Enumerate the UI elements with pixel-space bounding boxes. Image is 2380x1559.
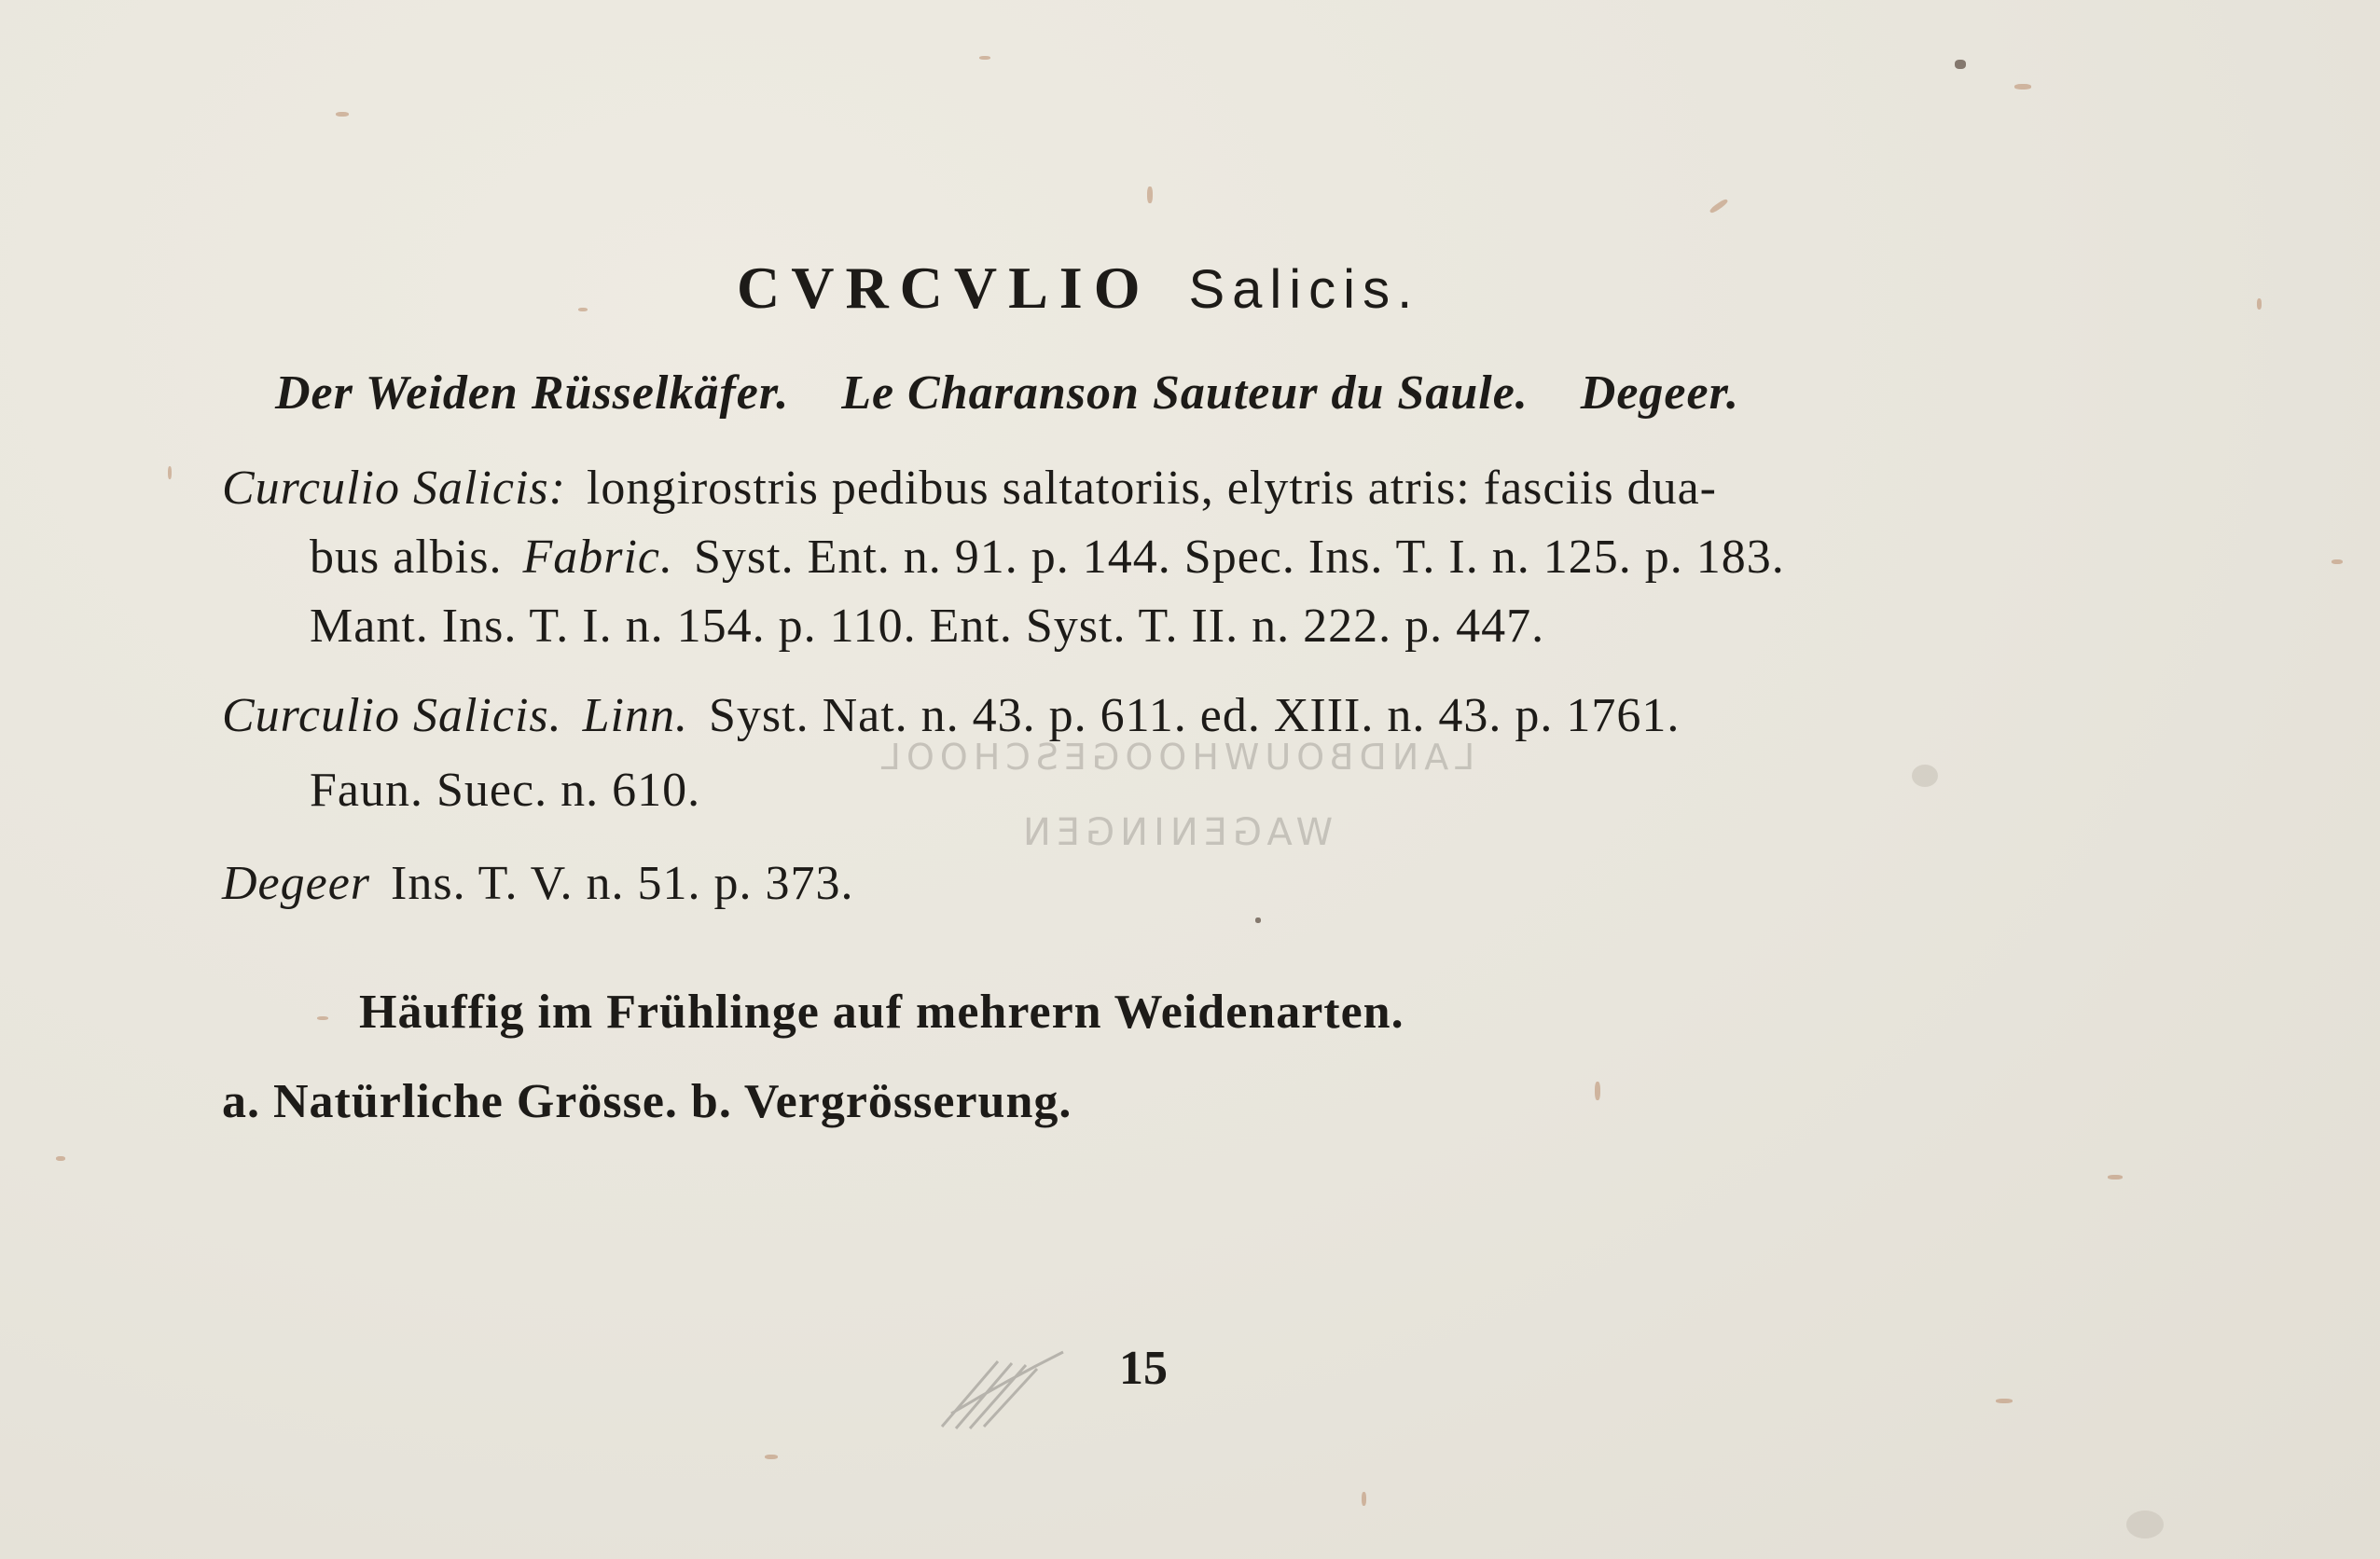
title-species: Salicis. — [1188, 259, 1420, 320]
common-name-author: Degeer. — [1580, 366, 1739, 420]
page-title — [737, 254, 1419, 323]
title-genus: CVRCVLIO — [737, 255, 1152, 321]
citation-text: Mant. Ins. T. I. n. 154. p. 110. Ent. Syst. T. II. n. 222. p. 447. — [310, 600, 1545, 653]
entry-1-line-2 — [310, 530, 1785, 585]
common-name-french: Le Charanson Sauteur du Saule. — [841, 366, 1529, 420]
citation-name: Curculio Salicis. — [222, 689, 562, 742]
citation-author: Linn. — [582, 689, 688, 742]
stamp-line-1: LANDBOUWHOOGESCHOOL — [875, 737, 1475, 778]
citation-text: longirostris pedibus saltatoriis, elytris atris: fasciis dua- — [586, 462, 1717, 515]
common-names — [275, 366, 1739, 421]
common-name-german: Der Weiden Rüsselkäfer. — [275, 366, 790, 420]
entry-3-line-1 — [222, 856, 853, 911]
entry-1-line-3 — [310, 599, 1544, 654]
stamp-line-2: WAGENINGEN — [1017, 811, 1334, 854]
pencil-mark — [933, 1324, 1072, 1436]
citation-text: Syst. Nat. n. 43. p. 611. ed. XIII. n. 43. p. 1761. — [709, 689, 1681, 742]
entry-2-line-1 — [222, 688, 1680, 743]
entry-2-line-2 — [310, 763, 700, 818]
citation-author: Fabric. — [522, 531, 673, 584]
habitat-text: Häuffig im Frühlinge auf mehrern Weidenarten. — [359, 986, 1404, 1039]
citation-text: Syst. Ent. n. 91. p. 144. Spec. Ins. T. I. n. 125. p. 183. — [693, 531, 1785, 584]
page-number: 15 — [1119, 1342, 1168, 1395]
citation-text: bus albis. — [310, 531, 503, 584]
entry-1-line-1 — [222, 461, 1717, 516]
citation-name: Curculio Salicis: — [222, 462, 566, 515]
citation-author: Degeer — [222, 857, 371, 910]
figure-legend: a. Natürliche Grösse. b. Vergrösserung. — [222, 1075, 1072, 1128]
citation-text: Faun. Suec. n. 610. — [310, 764, 701, 817]
citation-text: Ins. T. V. n. 51. p. 373. — [391, 857, 854, 910]
